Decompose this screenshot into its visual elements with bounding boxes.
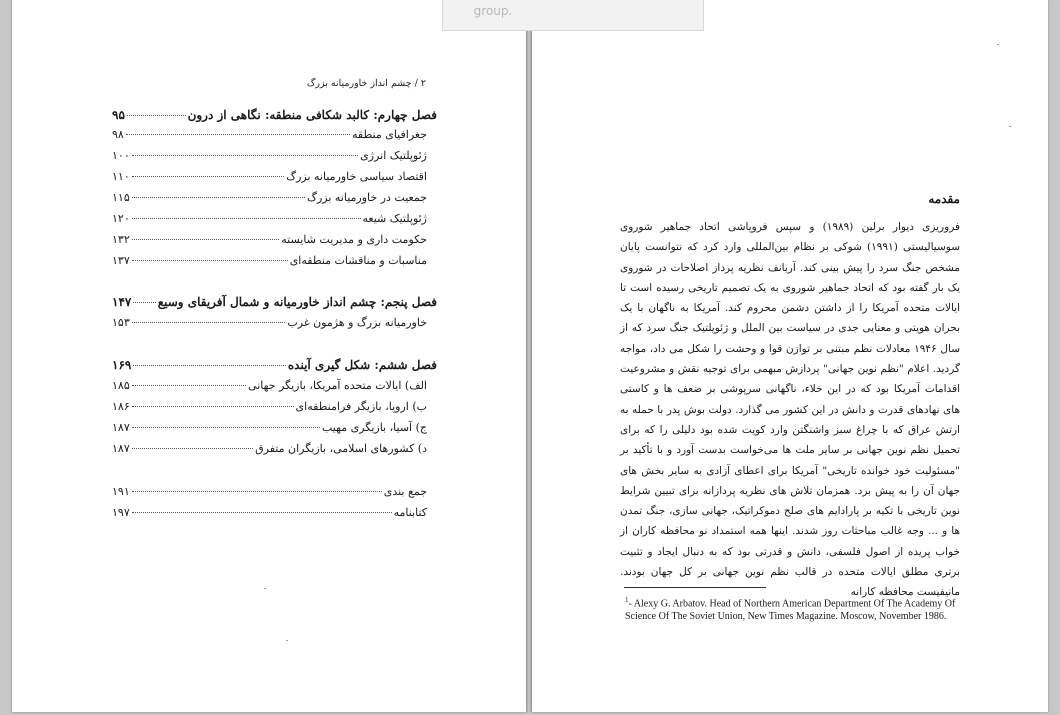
toc-title: ج) آسیا، بازیگری مهیب (322, 421, 427, 434)
right-page (531, 0, 1048, 712)
scan-speck (1009, 126, 1011, 127)
toc-page-number: ۱۹۱ (112, 485, 130, 498)
toc-page-number: ۱۸۷ (112, 421, 130, 434)
toc-leader-dots (132, 155, 358, 156)
toc-page-number: ۱۴۷ (112, 295, 132, 309)
toc-chapter-row (112, 108, 437, 126)
toc-title: جمع بندی (383, 485, 427, 498)
toc-title: فصل چهارم: کالبد شکافی منطقه: نگاهی از درون (187, 108, 437, 122)
toc-entry-row (112, 128, 437, 146)
toc-title: ژئوپلتیک انرژی (360, 149, 427, 162)
toc-leader-dots (127, 115, 186, 116)
toc-leader-dots (132, 427, 320, 428)
toc-title: جمعیت در خاورمیانه بزرگ (307, 191, 427, 204)
toc-entry-row (112, 421, 437, 439)
toc-entry-row (112, 379, 437, 397)
toc-leader-dots (132, 322, 286, 323)
toc-leader-dots (132, 512, 392, 513)
toc-leader-dots (132, 218, 361, 219)
toc-title: الف) ایالات متحده آمریکا، بازیگر جهانی (248, 379, 427, 392)
toc-title: خاورمیانه بزرگ و هژمون غرب (287, 316, 427, 329)
toc-title: مناسبات و مناقشات منطقه‌ای (289, 254, 427, 267)
toc-title: جغرافیای منطقه (352, 128, 427, 141)
toc-page-number: ۱۸۷ (112, 442, 130, 455)
intro-body: فروریزی دیوار برلین (۱۹۸۹) و سپس فروپاشی اتحاد جماهیر شوروی سوسیالیستی (۱۹۹۱) شوکی بر نظام بین‌المللی وارد کرد که نتوانست پایان مشخص جنگ سرد را پیش بینی کند. آربانف نظریه پرداز اصلاحات در شوروی یک بار گفته بود که اتحاد جماهیر شوروی به یک تصمیم تاریخی رسیده است تا ایالات متحده آمریکا را از داشتن دشمن محروم کند. آمریکا به ناگهان با یک بحران هویتی و معنایی جدی در سیاست بین الملل و ژئوپلتیک جنگ سرد که از سال ۱۹۴۶ معادلات نظم مبتنی بر توازن قوا و وحشت را شکل می داد، مواجه گردید. اعلام "نظم نوین جهانی" پردازش مبهمی برای توجیه نقش و مشروعیت اقدامات آمریکا بود که در این خلاء، ناگهانی سرپوشی بر ضعف ها و کاستی های نهادهای قدرت و دانش در این کشور می گذارد. دولت بوش پدر با حمله به ارتش عراق که با چراغ سبز واشنگتن وارد کویت شده بود دلیلی را که برای تحمیل نظم نوین جهانی بر سایر ملت ها می‌خواست بدست آورد و با تأکید بر "مسئولیت خود خوانده تاریخی" آمریکا برای اعطای آزادی به سایر بخش های جهان آن را به پیش برد. همزمان تلاش های نظریه پردازانه برای تبیین شرایط نوین تاریخی با تکیه بر پارادایم های صلح دموکراتیک، جهانی سازی، جنگ تمدن ها و ... وجه غالب مباحثات روز شدند. اینها همه استمداد نو محافظه کاران از خواب پریده از اصول فلسفی، دانش و قدرتی بود که به دنبال ایجاد و تثبیت برتری مطلق ایالات متحده در قالب نظم نوین جهانی بر کل جهان بودند. مانیفیست محافظه کارانه (620, 221, 961, 599)
running-header: ۲ / چشم انداز خاورمیانه بزرگ (306, 78, 426, 89)
toc-entry-row (112, 506, 437, 524)
toc-entry-row (112, 191, 437, 209)
toc-entry-row (112, 316, 437, 334)
toc-page-number: ۱۰۰ (112, 149, 130, 162)
toc-entry-row (112, 233, 437, 251)
toc-page-number: ۹۵ (112, 108, 125, 122)
toc-leader-dots (132, 260, 288, 261)
toc-page-number: ۱۱۰ (112, 170, 130, 183)
toc-leader-dots (132, 406, 294, 407)
toc-page-number: ۱۸۶ (112, 400, 130, 413)
toc-title: فصل پنجم: چشم انداز خاورمیانه و شمال آفریقای وسیع (157, 295, 437, 309)
toc-leader-dots (132, 385, 246, 386)
toc-page-number: ۹۸ (112, 128, 124, 141)
toc-entry-row (112, 400, 437, 418)
left-page (12, 0, 527, 712)
toc-title: حکومت داری و مدیریت شایسته (281, 233, 427, 246)
toc-chapter-row (112, 295, 437, 313)
toc-leader-dots (132, 176, 284, 177)
group-tab-label: group. (473, 4, 513, 18)
toc-entry-row (112, 170, 437, 188)
toc-page-number: ۱۳۲ (112, 233, 130, 246)
toc-leader-dots (126, 134, 350, 135)
toc-page-number: ۱۲۰ (112, 212, 130, 225)
toc-leader-dots (132, 491, 382, 492)
toc-entry-row (112, 212, 437, 230)
toc-chapter-row (112, 358, 437, 376)
scan-speck (264, 588, 266, 589)
group-tab[interactable] (442, 0, 704, 31)
toc-leader-dots (132, 448, 253, 449)
footnote-text: - Alexy G. Arbatov. Head of Northern American Department Of The Academy Of Science Of The Soviet Union, New Times Magazine. Moscow, November 1986. (625, 598, 956, 623)
scan-speck (286, 640, 288, 641)
toc-title: اقتصاد سیاسی خاورمیانه بزرگ (286, 170, 427, 183)
toc-page-number: ۱۸۵ (112, 379, 130, 392)
footnote-marker: 1 (625, 596, 629, 604)
toc-entry-row (112, 485, 437, 503)
scan-speck (997, 44, 999, 45)
toc-entry-row (112, 149, 437, 167)
toc-leader-dots (133, 365, 286, 366)
toc-page-number: ۱۵۳ (112, 316, 130, 329)
toc-title: د) کشورهای اسلامی، بازیگران متفرق (255, 442, 427, 455)
toc-title: ب) اروپا، بازیگر فرامنطقه‌ای (295, 400, 427, 413)
toc-title: فصل ششم: شکل گیری آینده (287, 358, 437, 372)
toc-page-number: ۱۶۹ (112, 358, 132, 372)
toc-title: کتابنامه (393, 506, 427, 519)
toc-leader-dots (132, 197, 305, 198)
intro-heading: مقدمه (928, 192, 960, 206)
toc-page-number: ۱۳۷ (112, 254, 130, 267)
toc-page-number: ۱۹۷ (112, 506, 130, 519)
toc-leader-dots (133, 302, 155, 303)
toc-page-number: ۱۱۵ (112, 191, 130, 204)
toc-leader-dots (132, 239, 280, 240)
footnote (625, 594, 962, 623)
footnote-divider (624, 587, 766, 588)
toc-entry-row (112, 254, 437, 272)
toc-entry-row (112, 442, 437, 460)
toc-title: ژئوپلتیک شیعه (362, 212, 427, 225)
